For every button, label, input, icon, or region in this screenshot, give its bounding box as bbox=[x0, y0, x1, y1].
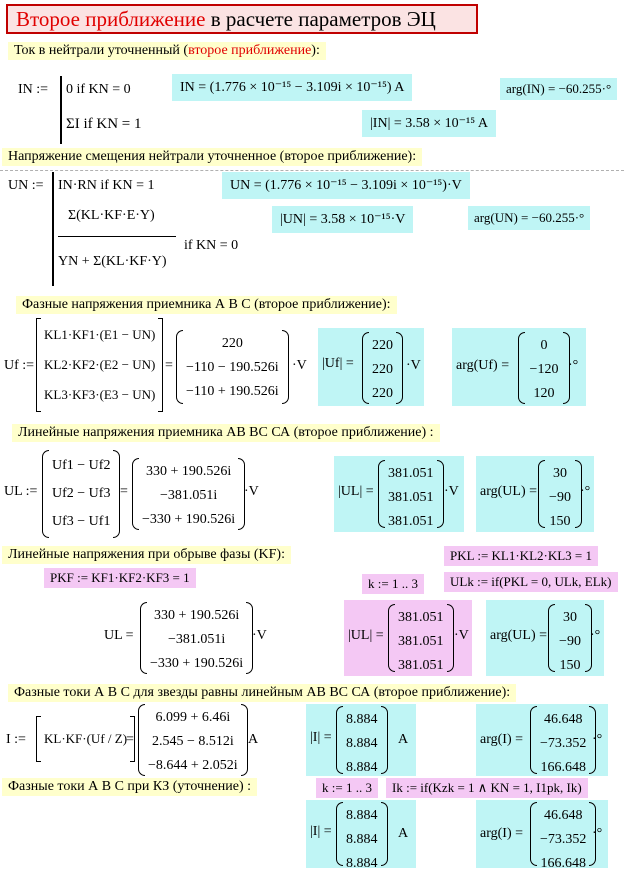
ul-arg-matrix: 30 −90 150 bbox=[538, 460, 582, 528]
in-row1: 0 if KN = 0 bbox=[66, 82, 131, 97]
ul-abs-lhs: |UL| = bbox=[338, 484, 374, 499]
i2-abs-matrix: 8.884 8.884 8.884 bbox=[336, 802, 388, 866]
un-definition-lhs: UN := bbox=[8, 178, 44, 193]
i-abs-unit: A bbox=[398, 732, 409, 747]
in-row2: ΣI if KN = 1 bbox=[66, 116, 142, 132]
section-neutral-voltage: Напряжение смещения нейтрали уточненное (второе приближение): bbox=[2, 148, 422, 166]
i-arg-unit: ·° bbox=[592, 732, 603, 747]
ul-arg-unit: ·° bbox=[580, 484, 591, 499]
uf-abs-lhs: |Uf| = bbox=[322, 356, 354, 371]
i-lhs: I := bbox=[6, 732, 26, 747]
ul-value-matrix: 330 + 190.526i −381.051i −330 + 190.526i bbox=[132, 458, 245, 530]
i-abs-matrix: 8.884 8.884 8.884 bbox=[336, 706, 388, 774]
uf-definition-matrix: KL1·KF1·(E1 − UN) KL2·KF2·(E2 − UN) KL3·KF3·(E3 − UN) bbox=[36, 318, 163, 412]
un-denominator: YN + Σ(KL·KF·Y) bbox=[58, 254, 167, 269]
ul2-abs-unit: ·V bbox=[454, 628, 469, 643]
in-arg: arg(IN) = −60.255·° bbox=[500, 78, 617, 100]
section-phase-voltages: Фазные напряжения приемника А В С (второе приближение): bbox=[16, 296, 397, 314]
ul2-lhs: UL = bbox=[104, 628, 134, 643]
uf-abs-unit: ·V bbox=[406, 358, 421, 373]
uf-unit: ·V bbox=[292, 358, 307, 373]
ul-unit: ·V bbox=[244, 484, 259, 499]
ul2-abs-matrix: 381.051 381.051 381.051 bbox=[388, 604, 454, 672]
ul2-abs-lhs: |UL| = bbox=[348, 628, 384, 643]
uf-value-matrix: 220 −110 − 190.526i −110 + 190.526i bbox=[176, 330, 289, 404]
pkl-definition: PKL := KL1·KL2·KL3 = 1 bbox=[444, 546, 598, 566]
section-line-voltages: Линейные напряжения приемника АВ ВС СА (второе приближение) : bbox=[12, 424, 440, 442]
ul2-value-matrix: 330 + 190.526i −381.051i −330 + 190.526i bbox=[140, 602, 253, 674]
ul2-arg-matrix: 30 −90 150 bbox=[548, 604, 592, 672]
equals: = bbox=[120, 484, 128, 499]
ik-definition: Ik := if(Kzk = 1 ∧ KN = 1, I1pk, Ik) bbox=[386, 778, 588, 798]
program-bar bbox=[52, 172, 54, 286]
equals: = bbox=[165, 358, 173, 373]
section-phase-break: Линейные напряжения при обрыве фазы (KF): bbox=[2, 546, 291, 564]
i2-abs-unit: A bbox=[398, 826, 409, 841]
k-range-2: k := 1 .. 3 bbox=[316, 778, 378, 798]
i-unit: A bbox=[248, 732, 259, 747]
ulk-definition: ULk := if(PKL = 0, ULk, ELk) bbox=[444, 572, 618, 592]
i-expression: KL·KF·(Uf / Z) bbox=[36, 716, 135, 762]
in-value: IN = (1.776 × 10⁻¹⁵ − 3.109i × 10⁻¹⁵) A bbox=[172, 74, 412, 101]
uf-lhs: Uf := bbox=[4, 358, 35, 373]
un-abs: |UN| = 3.58 × 10⁻¹⁵·V bbox=[272, 206, 413, 233]
page-title: Второе приближение в расчете параметров ЭЦ bbox=[6, 4, 478, 34]
section-neutral-current: Ток в нейтрали уточненный (второе приближение): bbox=[8, 42, 326, 60]
section-short-circuit: Фазные токи А В С при КЗ (уточнение) : bbox=[2, 778, 257, 796]
i2-arg-unit: ·° bbox=[592, 826, 603, 841]
un-condition: if KN = 0 bbox=[184, 238, 239, 253]
uf-arg-lhs: arg(Uf) = bbox=[456, 358, 510, 373]
i-value-matrix: 6.099 + 6.46i 2.545 − 8.512i −8.644 + 2.052i bbox=[138, 704, 248, 776]
uf-abs-matrix: 220 220 220 bbox=[362, 332, 403, 404]
ul-lhs: UL := bbox=[4, 484, 38, 499]
ul-arg-lhs: arg(UL) = bbox=[480, 484, 538, 499]
un-row1: IN·RN if KN = 1 bbox=[58, 178, 155, 193]
i-arg-lhs: arg(I) = bbox=[480, 732, 524, 747]
uf-arg-unit: ·° bbox=[568, 358, 579, 373]
in-definition-lhs: IN := bbox=[18, 82, 49, 97]
ul2-arg-unit: ·° bbox=[590, 628, 601, 643]
fraction-line bbox=[58, 236, 176, 237]
pkf-definition: PKF := KF1·KF2·KF3 = 1 bbox=[44, 568, 196, 588]
section-phase-currents: Фазные токи А В С для звезды равны линейным АВ ВС СА (второе приближение): bbox=[8, 684, 516, 702]
i-abs-lhs: |I| = bbox=[310, 730, 332, 745]
ul-abs-matrix: 381.051 381.051 381.051 bbox=[378, 460, 444, 528]
un-arg: arg(UN) = −60.255·° bbox=[468, 206, 590, 230]
uf-arg-matrix: 0 −120 120 bbox=[518, 332, 570, 404]
i-arg-matrix: 46.648 −73.352 166.648 bbox=[530, 706, 596, 774]
i2-arg-lhs: arg(I) = bbox=[480, 826, 524, 841]
in-abs: |IN| = 3.58 × 10⁻¹⁵ A bbox=[362, 110, 496, 137]
i2-abs-lhs: |I| = bbox=[310, 824, 332, 839]
ul2-unit: ·V bbox=[252, 628, 267, 643]
ul-definition-matrix: Uf1 − Uf2 Uf2 − Uf3 Uf3 − Uf1 bbox=[42, 450, 120, 538]
un-numerator: Σ(KL·KF·E·Y) bbox=[68, 208, 155, 223]
program-bar bbox=[60, 76, 62, 144]
ul2-arg-lhs: arg(UL) = bbox=[490, 628, 548, 643]
ul-abs-unit: ·V bbox=[444, 484, 459, 499]
divider bbox=[0, 170, 624, 171]
equals: = bbox=[126, 732, 134, 747]
i2-arg-matrix: 46.648 −73.352 166.648 bbox=[530, 802, 596, 866]
k-range: k := 1 .. 3 bbox=[362, 574, 424, 594]
un-value: UN = (1.776 × 10⁻¹⁵ − 3.109i × 10⁻¹⁵)·V bbox=[222, 172, 470, 199]
